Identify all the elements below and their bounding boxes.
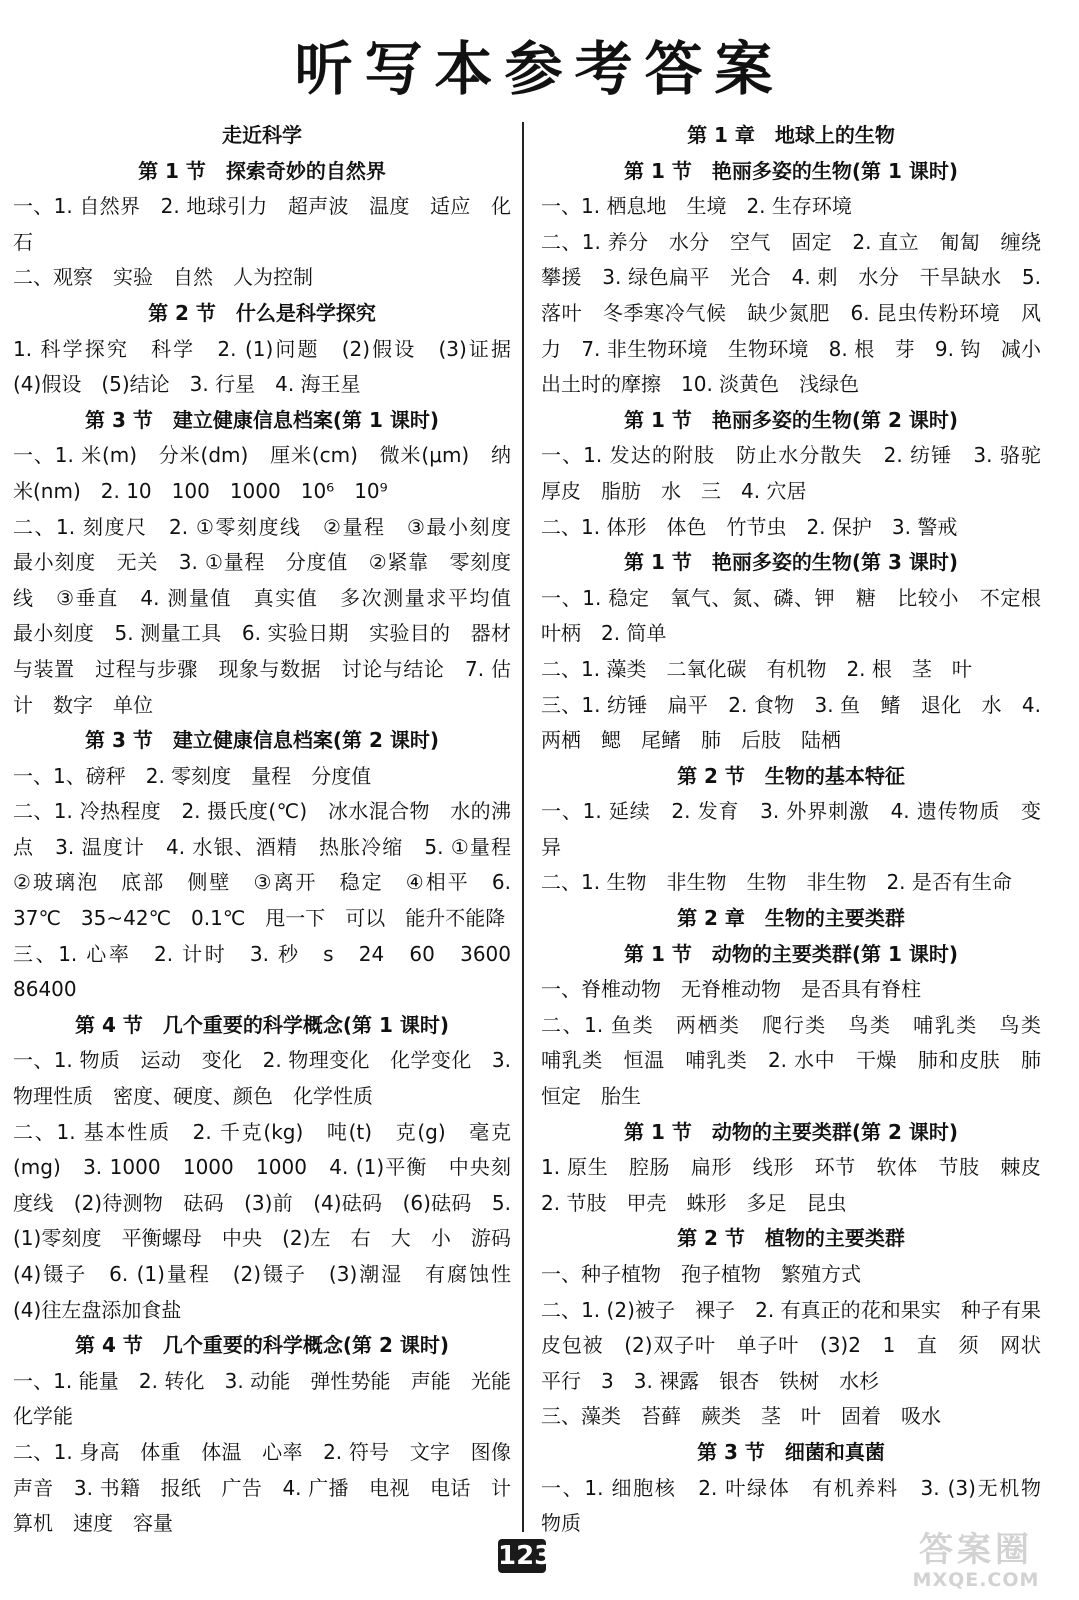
section-heading: 第 2 节 植物的主要类群: [677, 1226, 905, 1251]
answer-paragraph: 一、1. 延续 2. 发育 3. 外界刺激 4. 遗传物质 变异: [541, 799, 1041, 859]
answer-paragraph: 一、1. 稳定 氧气、氮、磷、钾 糖 比较小 不定根 叶柄 2. 简单: [541, 585, 1061, 646]
section-heading: 第 1 节 动物的主要类群(第 1 课时): [624, 941, 958, 966]
answer-paragraph: 1. 科学探究 科学 2. (1)问题 (2)假设 (3)证据 (4)假设 (5)结论 3. 行星 4. 海王星: [13, 336, 531, 397]
answer-paragraph: 二、1. 生物 非生物 生物 非生物 2. 是否有生命: [541, 870, 1012, 895]
section-heading: 第 1 节 艳丽多姿的生物(第 1 课时): [624, 158, 958, 183]
section-heading: 第 4 节 几个重要的科学概念(第 1 课时): [75, 1012, 449, 1037]
answer-paragraph: 一、1、磅秤 2. 零刻度 量程 分度值: [13, 763, 372, 788]
answer-paragraph: 一、1. 能量 2. 转化 3. 动能 弹性势能 声能 光能 化学能: [13, 1368, 531, 1429]
answer-paragraph: 三、藻类 苔藓 蕨类 茎 叶 固着 吸水: [541, 1404, 941, 1429]
section-heading: 第 3 节 建立健康信息档案(第 1 课时): [85, 407, 439, 432]
answer-paragraph: 二、1. 鱼类 两栖类 爬行类 鸟类 哺乳类 鸟类 哺乳类 恒温 哺乳类 2. 水中 干燥 肺和皮肤 肺 恒定 胎生: [541, 1012, 1061, 1109]
watermark-text: 答案圈: [919, 1530, 1033, 1570]
left-column: [13, 118, 531, 1542]
answer-paragraph: 一、1. 细胞核 2. 叶绿体 有机养料 3. (3)无机物 物质: [541, 1475, 1061, 1536]
watermark-logo: [886, 1530, 1066, 1594]
column-divider: [522, 122, 524, 1532]
answer-paragraph: 三、1. 心率 2. 计时 3. 秒 s 24 60 3600 86400: [13, 941, 531, 1002]
section-heading: 第 1 节 艳丽多姿的生物(第 3 课时): [624, 550, 958, 575]
section-heading: 第 4 节 几个重要的科学概念(第 2 课时): [75, 1333, 449, 1358]
answer-paragraph: 二、1. (2)被子 裸子 2. 有真正的花和果实 种子有果皮包被 (2)双子叶 单子叶 (3)2 1 直 须 网状 平行 3 3. 裸露 银杏 铁树 水杉: [541, 1297, 1061, 1393]
answer-paragraph: 一、脊椎动物 无脊椎动物 是否具有脊柱: [541, 977, 921, 1002]
answer-paragraph: 二、1. 基本性质 2. 千克(kg) 吨(t) 克(g) 毫克(mg) 3. 1000 1000 1000 4. (1)平衡 中央刻度线 (2)待测物 砝码 (3)前 (4)砝码 (6)砝码 5. (1)零刻度 平衡螺母 中央 (2)左 右 大 小 游码 (4)镊子 6. (1)量程 (2)镊子 (3)潮湿 有腐蚀性 (4)往左盘添加食盐: [13, 1119, 531, 1322]
page-title: 听写本参考答案: [294, 35, 785, 103]
answer-paragraph: 一、1. 栖息地 生境 2. 生存环境: [541, 194, 852, 219]
right-column: [541, 118, 1061, 1542]
answer-paragraph: 三、1. 纺锤 扁平 2. 食物 3. 鱼 鳍 退化 水 4. 两栖 鳃 尾鳍 肺 后肢 陆栖: [541, 692, 1048, 753]
answer-paragraph: 二、1. 身高 体重 体温 心率 2. 符号 文字 图像 声音 3. 书籍 报纸 广告 4. 广播 电视 电话 计算机 速度 容量: [13, 1439, 531, 1536]
answer-paragraph: 一、1. 物质 运动 变化 2. 物理变化 化学变化 3. 物理性质 密度、硬度、颜色 化学性质: [13, 1048, 518, 1109]
page-number: 123: [498, 1541, 553, 1571]
section-heading: 第 3 节 细菌和真菌: [697, 1439, 885, 1464]
answer-paragraph: 二、1. 体形 体色 竹节虫 2. 保护 3. 警戒: [541, 514, 958, 539]
section-heading: 走近科学: [222, 123, 302, 147]
answer-paragraph: 一、1. 米(m) 分米(dm) 厘米(cm) 微米(μm) 纳米(nm) 2. 10 100 1000 10⁶ 10⁹: [13, 443, 511, 503]
answer-paragraph: 二、观察 实验 自然 人为控制: [13, 265, 313, 290]
section-heading: 第 2 节 生物的基本特征: [677, 763, 905, 788]
answer-paragraph: 一、种子植物 孢子植物 繁殖方式: [541, 1262, 861, 1286]
answer-paragraph: 一、1. 自然界 2. 地球引力 超声波 温度 适应 化石: [13, 194, 511, 254]
section-heading: 第 1 节 探索奇妙的自然界: [138, 158, 386, 183]
answer-paragraph: 二、1. 刻度尺 2. ①零刻度线 ②量程 ③最小刻度 最小刻度 无关 3. ①量程 分度值 ②紧靠 零刻度线 ③垂直 4. 测量值 真实值 多次测量求平均值 最小刻度 5. 测量工具 6. 实验日期 实验目的 器材与装置 过程与步骤 现象与数据 讨论与结论 7. 估计 数字 单位: [13, 514, 531, 717]
answer-paragraph: 二、1. 养分 水分 空气 固定 2. 直立 匍匐 缠绕 攀援 3. 绿色扁平 光合 4. 刺 水分 干旱缺水 5. 落叶 冬季寒冷气候 缺少氮肥 6. 昆虫传粉环境 风力 7. 非生物环境 生物环境 8. 根 芽 9. 钩 减小出土时的摩擦 10. 淡黄色 浅绿色: [541, 229, 1061, 397]
section-heading: 第 1 节 动物的主要类群(第 2 课时): [624, 1119, 958, 1144]
section-heading: 第 2 节 什么是科学探究: [148, 300, 376, 325]
section-heading: 第 1 节 艳丽多姿的生物(第 2 课时): [624, 407, 958, 432]
watermark-url: MXQE.COM: [912, 1569, 1040, 1591]
answer-paragraph: 二、1. 藻类 二氧化碳 有机物 2. 根 茎 叶: [541, 656, 972, 681]
section-heading: 第 2 章 生物的主要类群: [677, 906, 905, 931]
answer-paragraph: 一、1. 发达的附肢 防止水分散失 2. 纺锤 3. 骆驼 厚皮 脂肪 水 三 4. 穴居: [541, 443, 1061, 503]
answer-paragraph: 1. 原生 腔肠 扁形 线形 环节 软体 节肢 棘皮 2. 节肢 甲壳 蛛形 多足 昆虫: [541, 1155, 1061, 1215]
section-heading: 第 1 章 地球上的生物: [687, 123, 895, 147]
section-heading: 第 3 节 建立健康信息档案(第 2 课时): [85, 728, 439, 753]
answer-paragraph: 二、1. 冷热程度 2. 摄氏度(℃) 冰水混合物 水的沸点 3. 温度计 4. 水银、酒精 热胀冷缩 5. ①量程 ②玻璃泡 底部 侧壁 ③离开 稳定 ④相平 6. 37℃ 35~42℃ 0.1℃ 甩一下 可以 能升不能降: [13, 799, 531, 931]
